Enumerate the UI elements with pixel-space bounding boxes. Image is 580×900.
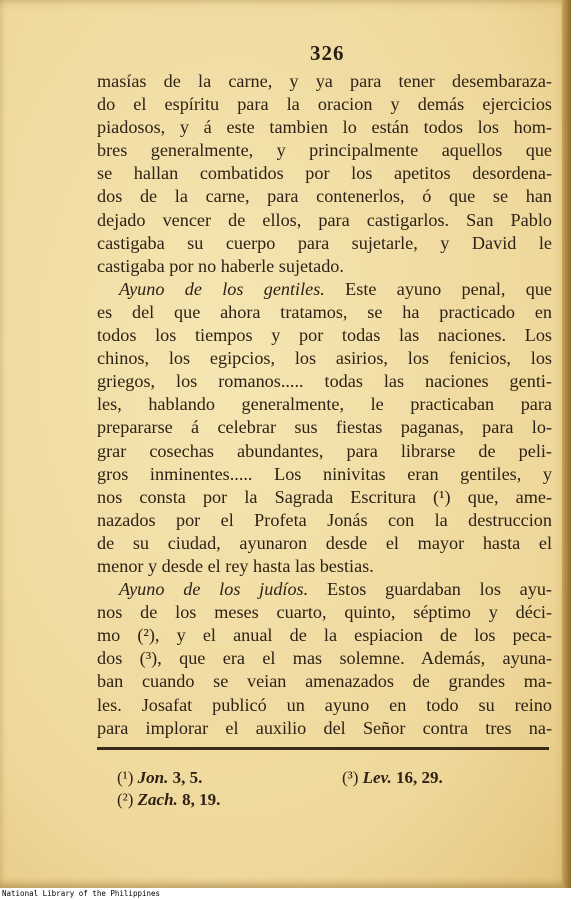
line-text: les, hablando generalmente, le practicaban para <box>97 394 552 415</box>
line-text: masías de la carne, y ya para tener desembaraza- <box>97 71 552 91</box>
footnote-number: 3, 5. <box>172 768 203 787</box>
line-text: dos de la carne, para contenerlos, ó que se han <box>97 186 552 207</box>
text-line <box>97 255 552 278</box>
page-number: 326 <box>310 41 345 65</box>
line-text: para implorar el auxilio del Señor contra tres na- <box>97 717 552 738</box>
footnote-ref: Zach. <box>137 790 178 809</box>
footnote-mark: (¹) <box>117 768 134 787</box>
line-text: dejado vencer de ellos, para castigarlos. San Pablo <box>97 209 552 230</box>
text-line <box>97 278 552 301</box>
text-line <box>97 347 552 370</box>
line-text: gros inminentes..... Los ninivitas eran gentiles, y <box>97 463 552 484</box>
library-credit: National Library of the Philippines <box>2 889 161 898</box>
footnote-number: 8, 19. <box>182 790 221 809</box>
footnote-3 <box>342 767 443 789</box>
line-text: grar cosechas abundantes, para librarse de peli- <box>97 440 552 461</box>
text-line <box>97 670 552 693</box>
line-text: nazados por el Profeta Jonás con la destruccion <box>97 509 552 530</box>
line-text: les. Josafat publicó un ayuno en todo su reino <box>97 694 552 715</box>
body-text <box>97 70 552 740</box>
footnote-mark: (³) <box>342 768 359 787</box>
line-text: do el espíritu para la oracion y demás ejercicios <box>97 94 552 115</box>
footnote-2 <box>117 789 220 811</box>
line-text: Este ayuno penal, que <box>324 278 552 299</box>
line-text: ban cuando se veian amenazados de grandes ma- <box>97 671 552 692</box>
text-line <box>97 232 552 255</box>
line-text: todos los tiempos y por todas las naciones. Los <box>97 325 552 346</box>
line-text: se hallan combatidos por los apetitos desordena- <box>97 163 552 184</box>
line-text: mo (²), y el anual de la espiacion de los peca- <box>97 625 552 646</box>
line-text: Estos guardaban los ayu- <box>308 579 552 600</box>
page-spine-shadow <box>562 0 571 888</box>
text-line <box>97 486 552 509</box>
text-line <box>97 555 552 578</box>
text-line <box>97 624 552 647</box>
footnote-ref: Lev. <box>362 768 392 787</box>
section-heading: Ayuno de los judíos. <box>119 579 309 600</box>
text-line <box>97 578 552 601</box>
footnote-rule <box>97 747 549 750</box>
text-line <box>97 647 552 670</box>
text-line <box>97 370 552 393</box>
text-line <box>97 116 552 139</box>
text-line <box>97 416 552 439</box>
line-text: de su ciudad, ayunaron desde el mayor hasta el <box>97 532 552 553</box>
text-line <box>97 601 552 624</box>
footnote-number: 16, 29. <box>396 768 443 787</box>
section-heading: Ayuno de los gentiles. <box>119 278 325 299</box>
line-text: menor y desde el rey hasta las bestias. <box>97 555 374 576</box>
line-text: piadosos, y á este tambien lo están todos los hom- <box>97 117 552 138</box>
line-text: nos consta por la Sagrada Escritura (¹) que, ame- <box>97 486 552 507</box>
line-text: chinos, los egipcios, los asirios, los fenicios, los <box>97 348 552 369</box>
footnote-ref: Jon. <box>137 768 169 787</box>
text-line <box>97 139 552 162</box>
line-text: dos (³), que era el mas solemne. Además, ayuna- <box>97 648 552 669</box>
text-line <box>97 509 552 532</box>
text-line <box>97 301 552 324</box>
text-line <box>97 717 552 740</box>
line-text: nos de los meses cuarto, quinto, séptimo y déci- <box>97 602 552 623</box>
text-line <box>97 532 552 555</box>
text-line <box>97 393 552 416</box>
text-line <box>97 324 552 347</box>
line-text: castigaba por no haberle sujetado. <box>97 255 344 276</box>
text-line <box>97 70 552 93</box>
text-line <box>97 694 552 717</box>
text-line <box>97 93 552 116</box>
text-line <box>97 440 552 463</box>
footnote-mark: (²) <box>117 790 134 809</box>
text-line <box>97 185 552 208</box>
text-line <box>97 162 552 185</box>
text-line <box>97 463 552 486</box>
line-text: castigaba su cuerpo para sujetarle, y David le <box>97 232 552 253</box>
footnote-1 <box>117 767 202 789</box>
line-text: griegos, los romanos..... todas las naciones genti- <box>97 371 552 392</box>
line-text: es del que ahora tratamos, se ha practicado en <box>97 301 552 322</box>
text-line <box>97 209 552 232</box>
line-text: bres generalmente, y principalmente aquellos que <box>97 140 552 161</box>
line-text: prepararse á celebrar sus fiestas paganas, para lo- <box>97 417 552 438</box>
